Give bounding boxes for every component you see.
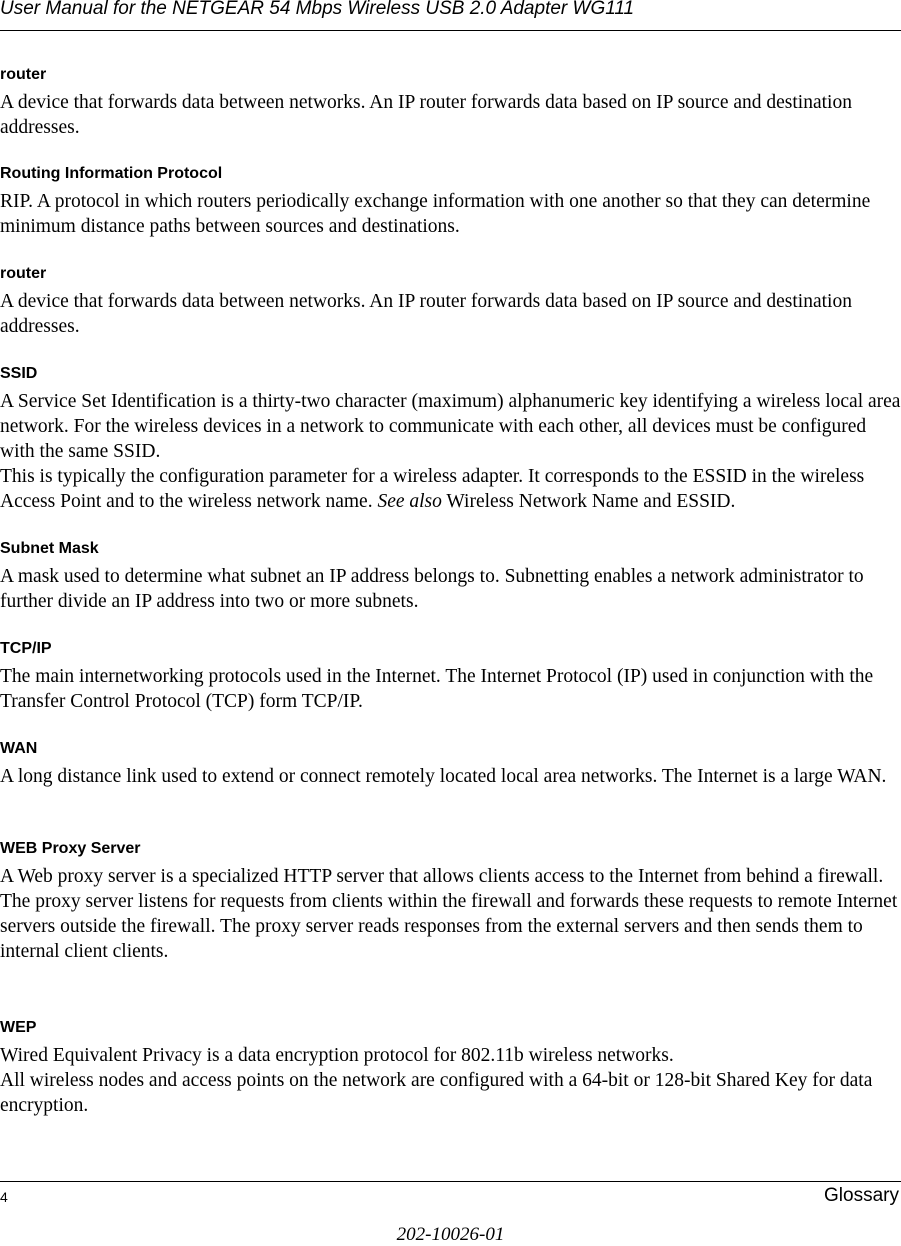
glossary-term: router bbox=[0, 66, 47, 83]
glossary-term: Subnet Mask bbox=[0, 540, 99, 557]
glossary-entry bbox=[0, 165, 901, 239]
glossary-entry bbox=[0, 640, 901, 714]
glossary-term: WEP bbox=[0, 1019, 37, 1036]
glossary-definition: A Service Set Identification is a thirty-two character (maximum) alphanumeric key identifying a wireless local area network. For the wireless devices in a network to communicate with each other, all devices must be configured with the same SSID. bbox=[0, 391, 901, 462]
section-name: Glossary bbox=[824, 1185, 899, 1206]
glossary-definition: A Web proxy server is a specialized HTTP server that allows clients access to the Internet from behind a firewall. bbox=[0, 866, 884, 887]
glossary-entry bbox=[0, 540, 901, 614]
glossary-definition: A mask used to determine what subnet an IP address belongs to. Subnetting enables a network administrator to further divide an IP address into two or more subnets. bbox=[0, 566, 864, 612]
running-header bbox=[0, 0, 901, 31]
glossary-definition: A long distance link used to extend or connect remotely located local area networks. The Internet is a large WAN. bbox=[0, 766, 887, 787]
glossary-term: Routing Information Protocol bbox=[0, 165, 223, 182]
glossary-term: WAN bbox=[0, 740, 38, 757]
see-also-emphasis: See also bbox=[377, 491, 442, 512]
glossary-entry bbox=[0, 740, 901, 789]
manual-title: User Manual for the NETGEAR 54 Mbps Wireless USB 2.0 Adapter WG111 bbox=[0, 0, 635, 19]
glossary-definition: RIP. A protocol in which routers periodically exchange information with one another so that they can determine minimum distance paths between sources and destinations. bbox=[0, 191, 871, 237]
glossary-entry bbox=[0, 265, 901, 339]
glossary-entry bbox=[0, 66, 901, 140]
document-number: 202-10026-01 bbox=[396, 1224, 505, 1245]
glossary-entry bbox=[0, 840, 901, 964]
glossary-definition: The proxy server listens for requests from clients within the firewall and forwards these requests to remote Internet servers outside the firewall. The proxy server reads responses from the external servers and then sends them to internal client clients. bbox=[0, 891, 898, 962]
footer-rule bbox=[0, 1181, 901, 1182]
glossary-term: WEB Proxy Server bbox=[0, 840, 141, 857]
glossary-term: TCP/IP bbox=[0, 640, 52, 657]
glossary-entry bbox=[0, 1019, 901, 1118]
glossary-definition: The main internetworking protocols used in the Internet. The Internet Protocol (IP) used in conjunction with the Transfer Control Protocol (TCP) form TCP/IP. bbox=[0, 666, 874, 712]
glossary-definition: A device that forwards data between networks. An IP router forwards data based on IP source and destination addresses. bbox=[0, 92, 852, 138]
glossary-definition: All wireless nodes and access points on the network are configured with a 64-bit or 128-bit Shared Key for data encryption. bbox=[0, 1070, 873, 1116]
glossary-definition: A device that forwards data between networks. An IP router forwards data based on IP source and destination addresses. bbox=[0, 291, 852, 337]
glossary-term: router bbox=[0, 265, 47, 282]
page-number: 4 bbox=[0, 1189, 8, 1205]
glossary-entry bbox=[0, 365, 901, 514]
glossary-definition: Wired Equivalent Privacy is a data encryption protocol for 802.11b wireless networks. bbox=[0, 1045, 674, 1066]
glossary-definition: This is typically the configuration parameter for a wireless adapter. It corresponds to the ESSID in the wireless Access Point and to the wireless network name. See also Wireless Network Name and ESSID. bbox=[0, 466, 865, 512]
glossary-term: SSID bbox=[0, 365, 38, 382]
